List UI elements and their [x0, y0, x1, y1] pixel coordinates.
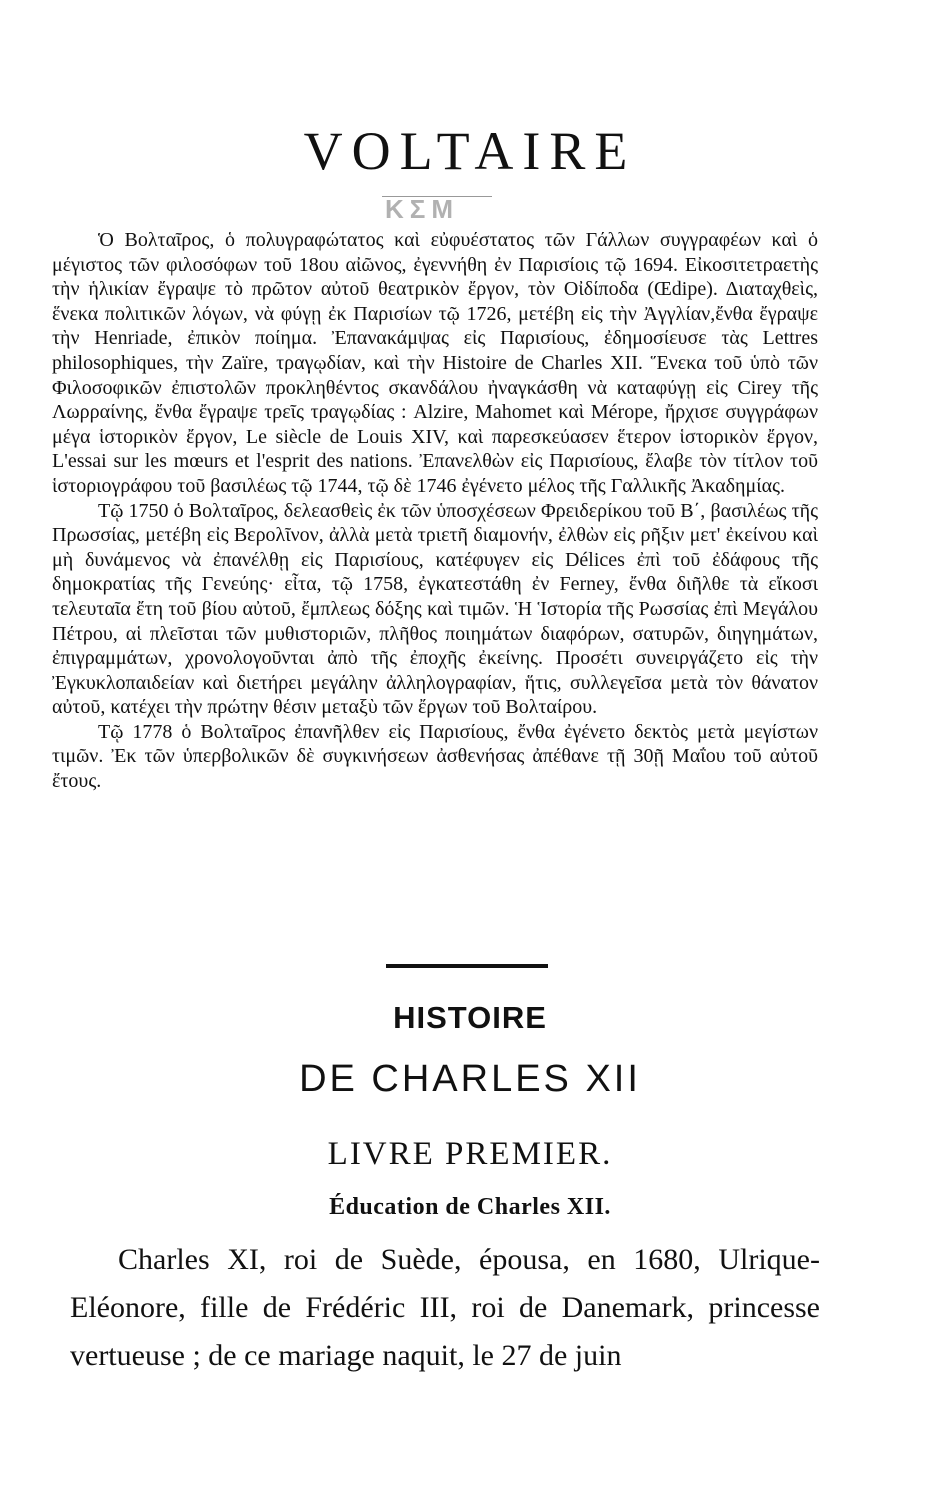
section-divider — [386, 964, 548, 968]
biography-paragraph: Ὁ Βολταῖρος, ὁ πολυγραφώτατος καὶ εὐφυέστατος τῶν Γάλλων συγγραφέων καὶ ὁ μέγιστος τῶν φιλοσόφων τοῦ 18ου αἰῶνος, ἐγεννήθη ἐν Παρισίοις τῷ 1694. Εἰκοσιτετραετὴς τὴν ἡλικίαν ἔγραψε τὸ πρῶτον αὐτοῦ θεατρικὸν ἔργον, τὸν Οἰδίποδα (Œdipe). Διαταχθεὶς, ἕνεκα πολιτικῶν λόγων, νὰ φύγῃ ἐκ Παρισίων τῷ 1726, μετέβη εἰς τὴν Ἀγγλίαν,ἔνθα ἔγραψε τὴν Henriade, ἐπικὸν ποίημα. Ἐπανακάμψας εἰς Παρισίους, ἐδημοσίευσε τὰς Lettres philosophiques, τὴν Zaïre, τραγῳδίαν, καὶ τὴν Histoire de Charles XII. Ἕνεκα τοῦ ὑπὸ τῶν Φιλοσοφικῶν ἐπιστολῶν προκληθέντος σκανδάλου ἠναγκάσθη νὰ καταφύγῃ εἰς Cirey τῆς Λωρραίνης, ἔνθα ἔγραψε τρεῖς τραγῳδίας : Alzire, Mahomet καὶ Mérope, ἤρχισε συγγράφων μέγα ἱστορικὸν ἔργον, Le siècle de Louis XIV, καὶ παρεσκεύασεν ἕτερον ἱστορικὸν ἔργον, L'essai sur les mœurs et l'esprit des nations. Ἐπανελθὼν εἰς Παρισίους, ἔλαβε τὸν τίτλον τοῦ ἱστοριογράφου τοῦ βασιλέως τῷ 1744, τῷ δὲ 1746 ἐγένετο μέλος τῆς Γαλλικῆς Ἀκαδημίας. — [52, 229, 818, 497]
biography-section — [52, 228, 818, 794]
library-stamp: ΚΣΜ — [384, 194, 460, 224]
biography-paragraph: Τῷ 1778 ὁ Βολταῖρος ἐπανῆλθεν εἰς Παρισίους, ἔνθα ἐγένετο δεκτὸς μετὰ μεγίστων τιμῶν. Ἐκ τῶν ὑπερβολικῶν δὲ συγκινήσεων ἀσθενήσας ἀπέθανε τῇ 30ῇ Μαΐου τοῦ αὐτοῦ ἔτους. — [52, 720, 818, 793]
opening-paragraph: Charles XI, roi de Suède, épousa, en 1680, Ulrique-Eléonore, fille de Frédéric III, roi de Danemark, princesse vertueuse ; de ce mariage naquit, le 27 de juin — [70, 1243, 820, 1372]
work-title: HISTOIRE — [393, 1000, 547, 1035]
biography-paragraph: Τῷ 1750 ὁ Βολταῖρος, δελεασθεὶς ἐκ τῶν ὑποσχέσεων Φρειδερίκου τοῦ Β΄, βασιλέως τῆς Πρωσσίας, μετέβη εἰς Βερολῖνον, ἀλλὰ μετὰ τριετῆ διαμονήν, ἐλθὼν εἰς ρῆξιν μετ' ἐκείνου καὶ μὴ δυνάμενος νὰ ἐπανέλθῃ εἰς Παρισίους, κατέφυγεν εἰς Délices ἐπὶ τοῦ ἐδάφους τῆς δημοκρατίας τῆς Γενεύης· εἶτα, τῷ 1758, ἐγκατεστάθη ἐν Ferney, ἔνθα διῆλθε τὰ εἴκοσι τελευταῖα ἔτη τοῦ βίου αὐτοῦ, ἔμπλεως δόξης καὶ τιμῶν. Ἡ Ἱστορία τῆς Ρωσσίας ἐπὶ Μεγάλου Πέτρου, αἱ πλεῖσται τῶν μυθιστοριῶν, πλῆθος ποιημάτων διαφόρων, σατυρῶν, διηγημάτων, ἐπιγραμμάτων, χρονολογοῦνται ἀπὸ τῆς ἐποχῆς ἐκείνης. Προσέτι συνειργάζετο εἰς τὴν Ἐγκυκλοπαιδείαν καὶ διετήρει μεγάλην ἀλληλογραφίαν, ἥτις, συλλεγεῖσα μετὰ τὸν θάνατον αὐτοῦ, κατέχει τὴν πρώτην θέσιν μεταξὺ τῶν ἔργων τοῦ Βολταίρου. — [52, 499, 818, 719]
work-subtitle: DE CHARLES XII — [299, 1058, 641, 1100]
main-text — [70, 1236, 820, 1380]
chapter-heading: Éducation de Charles XII. — [329, 1194, 611, 1220]
book-heading: LIVRE PREMIER. — [327, 1136, 613, 1172]
author-title: VOLTAIRE — [303, 121, 637, 181]
